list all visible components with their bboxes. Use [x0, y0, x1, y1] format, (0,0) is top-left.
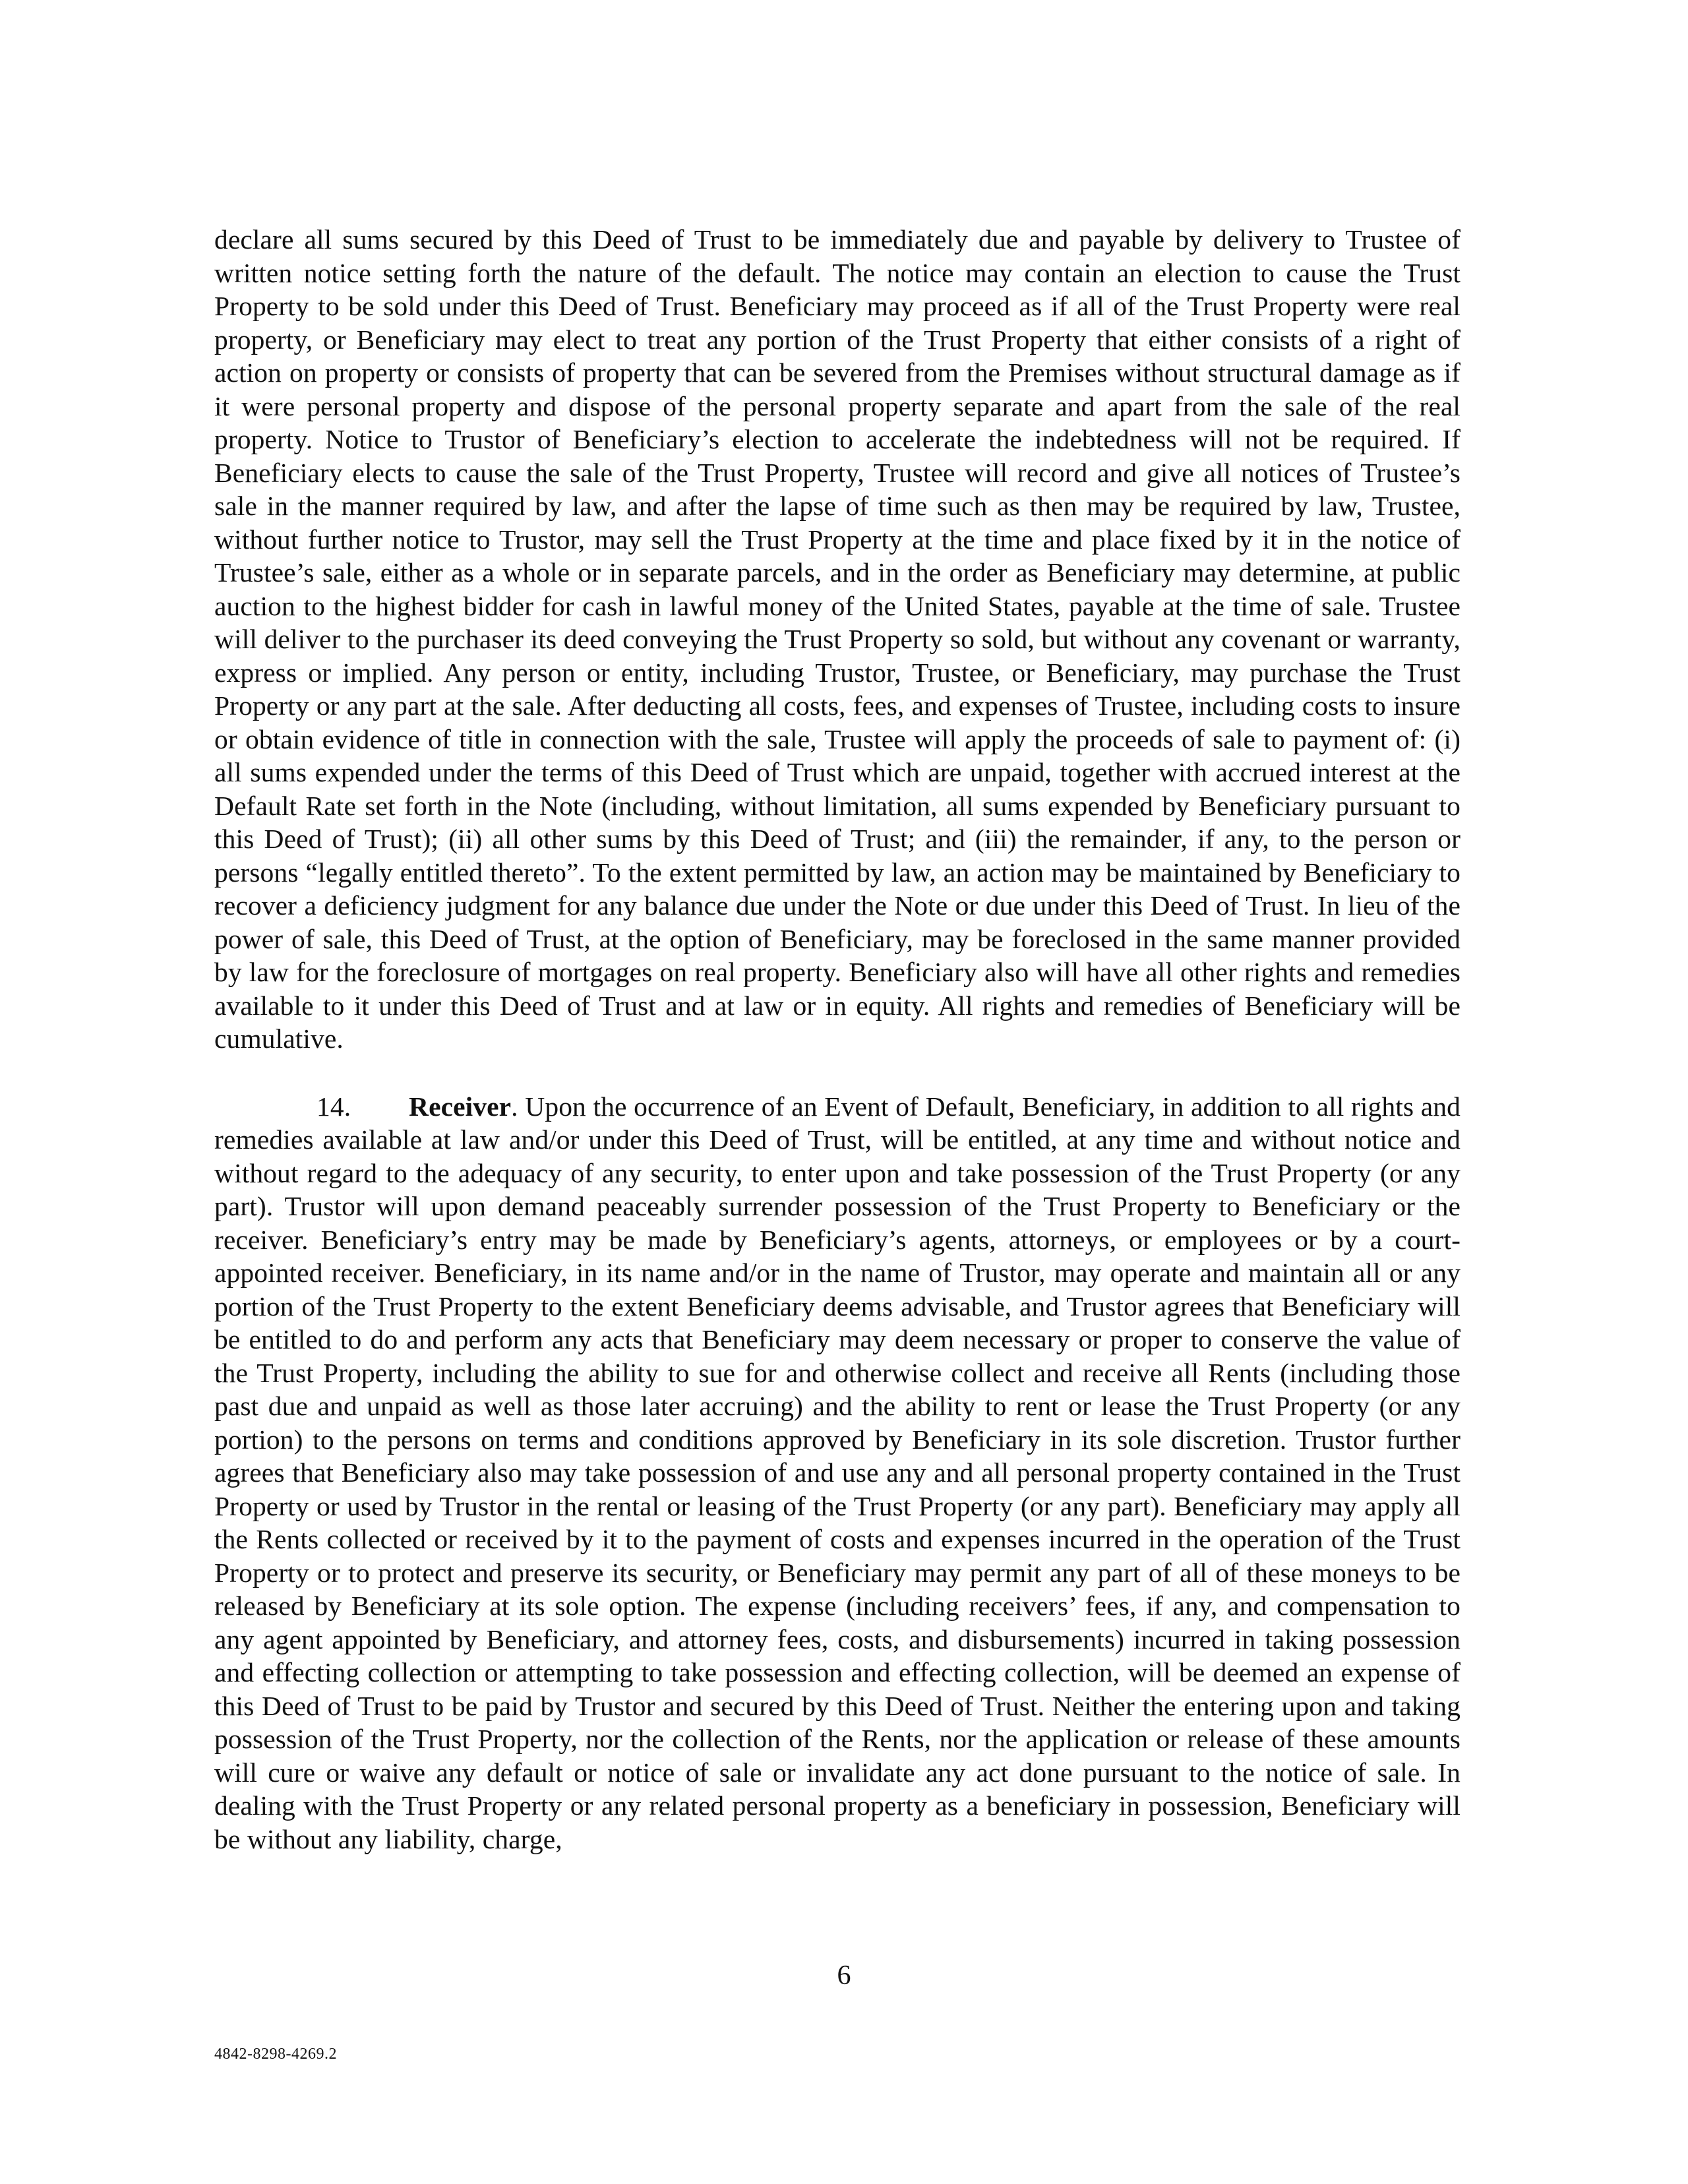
- section-heading: Receiver: [409, 1091, 512, 1122]
- page-number: 6: [837, 1960, 851, 1991]
- paragraph-section-14: [214, 1090, 1461, 1856]
- document-id: 4842-8298-4269.2: [214, 2046, 337, 2063]
- body-text: [214, 223, 1461, 1856]
- paragraph-continuation: declare all sums secured by this Deed of Trust to be immediately due and payable by delivery to Trustee of written notice setting forth the nature of the default. The notice may contain an election to cause the Trust Property to be sold under this Deed of Trust. Beneficiary may proceed as if all of the Trust Property were real property, or Beneficiary may elect to treat any portion of the Trust Property that either consists of a right of action on property or consists of property that can be severed from the Premises without structural damage as if it were personal property and dispose of the personal property separate and apart from the sale of the real property. Notice to Trustor of Beneficiary’s election to accelerate the indebtedness will not be required. If Beneficiary elects to cause the sale of the Trust Property, Trustee will record and give all notices of Trustee’s sale in the manner required by law, and after the lapse of time such as then may be required by law, Trustee, without further notice to Trustor, may sell the Trust Property at the time and place fixed by it in the notice of Trustee’s sale, either as a whole or in separate parcels, and in the order as Beneficiary may determine, at public auction to the highest bidder for cash in lawful money of the United States, payable at the time of sale. Trustee will deliver to the purchaser its deed conveying the Trust Property so sold, but without any covenant or warranty, express or implied. Any person or entity, including Trustor, Trustee, or Beneficiary, may purchase the Trust Property or any part at the sale. After deducting all costs, fees, and expenses of Trustee, including costs to insure or obtain evidence of title in connection with the sale, Trustee will apply the proceeds of sale to payment of: (i) all sums expended under the terms of this Deed of Trust which are unpaid, together with accrued interest at the Default Rate set forth in the Note (including, without limitation, all sums expended by Beneficiary pursuant to this Deed of Trust); (ii) all other sums by this Deed of Trust; and (iii) the remainder, if any, to the person or persons “legally entitled thereto”. To the extent permitted by law, an action may be maintained by Beneficiary to recover a deficiency judgment for any balance due under the Note or due under this Deed of Trust. In lieu of the power of sale, this Deed of Trust, at the option of Beneficiary, may be foreclosed in the same manner provided by law for the foreclosure of mortgages on real property. Beneficiary also will have all other rights and remedies available to it under this Deed of Trust and at law or in equity. All rights and remedies of Beneficiary will be cumulative.: [214, 224, 1461, 1054]
- section-body: Upon the occurrence of an Event of Default, Beneficiary, in addition to all rights and remedies available at law and/or under this Deed of Trust, will be entitled, at any time and without notice and without regard to the adequacy of any security, to enter upon and take possession of the Trust Property (or any part). Trustor will upon demand peaceably surrender possession of the Trust Property to Beneficiary or the receiver. Beneficiary’s entry may be made by Beneficiary’s agents, attorneys, or employees or by a court-appointed receiver. Beneficiary, in its name and/or in the name of Trustor, may operate and maintain all or any portion of the Trust Property to the extent Beneficiary deems advisable, and Trustor agrees that Beneficiary will be entitled to do and perform any acts that Beneficiary may deem necessary or proper to conserve the value of the Trust Property, including the ability to sue for and otherwise collect and receive all Rents (including those past due and unpaid as well as those later accruing) and the ability to rent or lease the Trust Property (or any portion) to the persons on terms and conditions approved by Beneficiary in its sole discretion. Trustor further agrees that Beneficiary also may take possession of and use any and all personal property contained in the Trust Property or used by Trustor in the rental or leasing of the Trust Property (or any part). Beneficiary may apply all the Rents collected or received by it to the payment of costs and expenses incurred in the operation of the Trust Property or to protect and preserve its security, or Beneficiary may permit any part of all of these moneys to be released by Beneficiary at its sole option. The expense (including receivers’ fees, if any, and compensation to any agent appointed by Beneficiary, and attorney fees, costs, and disbursements) incurred in taking possession and effecting collection or attempting to take possession and effecting collection, will be deemed an expense of this Deed of Trust to be paid by Trustor and secured by this Deed of Trust. Neither the entering upon and taking possession of the Trust Property, nor the collection of the Rents, nor the application or release of these amounts will cure or waive any default or notice of sale or invalidate any act done pursuant to the notice of sale. In dealing with the Trust Property or any related personal property as a beneficiary in possession, Beneficiary will be without any liability, charge,: [214, 1091, 1461, 1854]
- section-heading-punctuation: .: [511, 1091, 518, 1122]
- section-number: 14.: [316, 1091, 351, 1122]
